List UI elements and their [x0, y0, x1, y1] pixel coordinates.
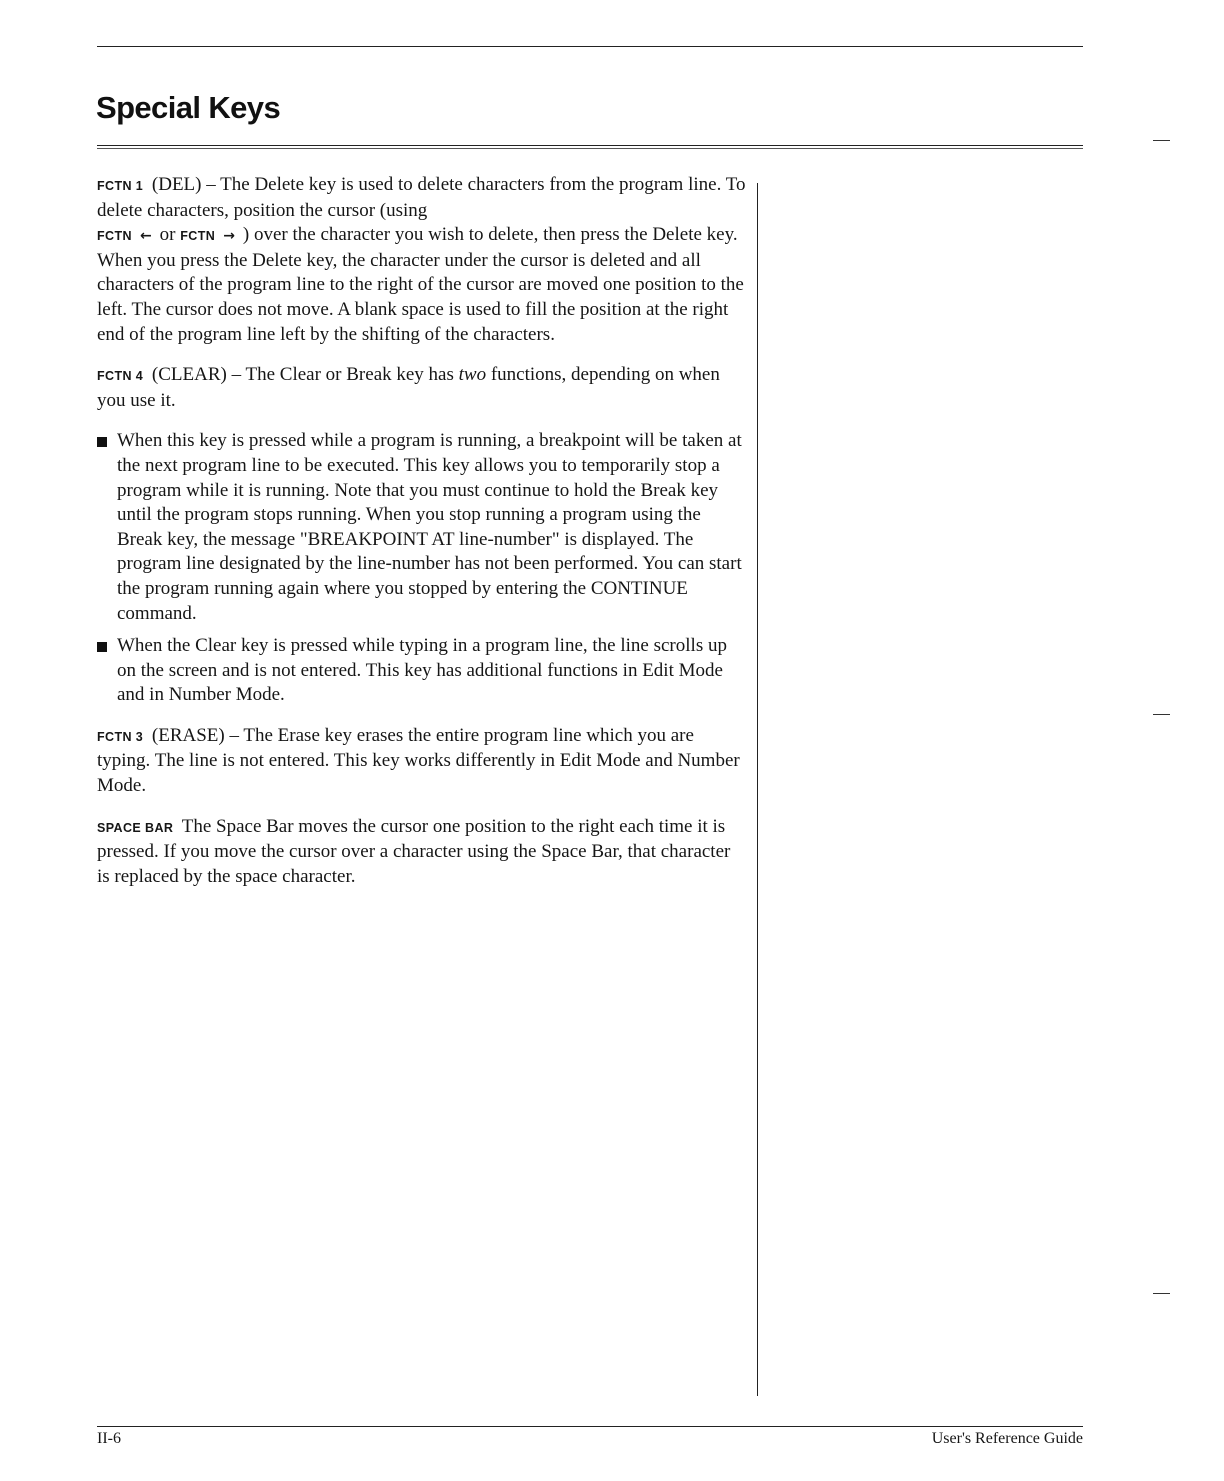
clear-intro-text: (CLEAR) – The Clear or Break key has	[151, 364, 454, 386]
fctn-4-key-label: FCTN 4	[97, 369, 144, 384]
fctn-3-key-label: FCTN 3	[97, 729, 144, 744]
del-key-paragraph	[97, 173, 747, 347]
fctn-key-label: FCTN	[97, 229, 132, 244]
margin-tick-mark	[1153, 1293, 1170, 1294]
margin-tick-mark	[1153, 140, 1170, 141]
title-rule	[97, 145, 1083, 149]
erase-text: (ERASE) – The Erase key erases the entire program line which you are typing. The line is not entered. This key works differently in Edit Mode and Number Mode.	[97, 724, 740, 797]
footer-rule	[97, 1426, 1083, 1427]
margin-tick-mark	[1153, 714, 1170, 715]
page-title: Special Keys	[96, 90, 281, 125]
clear-key-paragraph	[97, 363, 747, 413]
fctn-key-label: FCTN	[180, 229, 216, 244]
space-bar-paragraph	[97, 815, 747, 890]
space-bar-key-label: SPACE BAR	[97, 820, 174, 835]
bullet-text: When this key is pressed while a program is running, a breakpoint will be taken at the next program line to be executed. This key allows you to temporarily stop a program while it is running. Note that you must continue to hold the Break key until the program stops running. When you stop running a program using the Break key, the message "BREAKPOINT AT line-number" is displayed. The program line designated by the line-number has not been performed. You can start the program running again where you stopped by entering the CONTINUE command.	[117, 430, 742, 624]
fctn-1-key-label: FCTN 1	[97, 179, 144, 193]
right-arrow-icon: →	[223, 228, 235, 245]
clear-emphasis: two	[458, 364, 487, 386]
list-item	[97, 634, 747, 708]
page-number: II-6	[97, 1430, 121, 1447]
space-bar-text: The Space Bar moves the cursor one position to the right each time it is pressed. If you move the cursor over a character using the Space Bar, that character is replaced by the space character.	[97, 815, 731, 887]
list-item	[97, 429, 747, 626]
clear-key-bullet-list	[97, 429, 747, 708]
bullet-square-icon	[97, 437, 107, 447]
del-intro-text: (DEL) – The Delete key is used to delete characters from the program line. To delete characters, position the cursor (using	[97, 174, 746, 221]
main-text-column	[97, 173, 747, 905]
or-text: or	[159, 224, 176, 246]
footer-guide-title: User's Reference Guide	[931, 1430, 1083, 1447]
del-body-text: ) over the character you wish to delete, then press the Delete key. When you press the Delete key, the character under the cursor is deleted and all characters of the program line to the right of the cursor are moved one position to the left. The cursor does not move. A blank space is used to fill the position at the right end of the program line left by the shifting of the characters.	[97, 224, 744, 345]
bullet-text: When the Clear key is pressed while typing in a program line, the line scrolls up on the screen and is not entered. This key has additional functions in Edit Mode and in Number Mode.	[117, 635, 727, 706]
column-divider	[757, 183, 758, 1396]
clear-intro-text-end: functions, depending on when you use it.	[97, 364, 720, 411]
top-rule	[97, 46, 1083, 47]
bullet-square-icon	[97, 642, 107, 652]
left-arrow-icon: ←	[139, 228, 152, 245]
erase-key-paragraph	[97, 724, 747, 799]
